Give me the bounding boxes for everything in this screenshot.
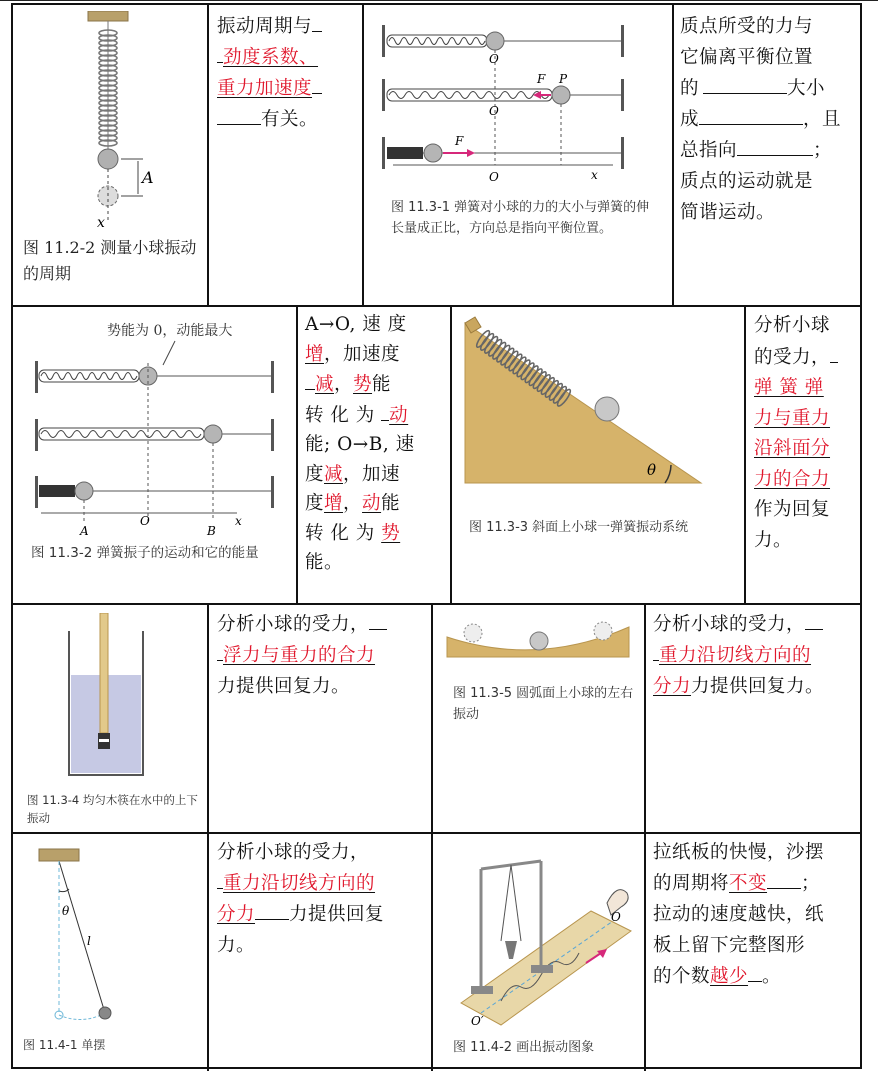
arc-surface-figure [443, 617, 633, 677]
fig-11-3-1-caption: 图 11.3-1 弹簧对小球的力的大小与弹簧的伸长量成正比，方向总是指向平衡位置。 [391, 200, 650, 236]
col-divider [362, 5, 364, 305]
buoyancy-force-text: 分析小球的受力， 浮力与重力的合力 力提供回复力。 [217, 609, 429, 702]
label-F: F [455, 134, 464, 148]
content-table [11, 3, 862, 1069]
fig-11-3-2-caption: 图 11.3-2 弹簧振子的运动和它的能量 [31, 545, 259, 561]
label-O: O [489, 52, 499, 66]
label-A: A [142, 168, 154, 187]
incline-spring-figure [461, 315, 711, 495]
row-divider-2 [13, 603, 860, 605]
label-l: l [87, 934, 91, 948]
col-divider [207, 832, 209, 1071]
spring-energy-figure [27, 313, 295, 543]
label-x: x [235, 514, 242, 528]
col-divider [431, 603, 433, 832]
col-divider [450, 305, 452, 603]
incline-force-text: 分析小球 的受力， 弹 簧 弹 力与重力 沿斜面分 力的合力 作为回复 力。 [754, 311, 864, 556]
label-B: B [207, 524, 216, 538]
energy-conversion-text: A→O, 速 度 增，加速度 减，势能 转 化 为 动 能; O→B, 速 度减，加速 度增，动能 转 化 为 势 能。 [305, 314, 415, 573]
label-A: A [80, 524, 89, 538]
label-O-prime: O′ [471, 1014, 484, 1027]
arc-force-text: 分析小球的受力， 重力沿切线方向的 分力力提供回复力。 [653, 609, 863, 702]
shm-definition-text: 质点所受的力与 它偏离平衡位置 的 大小 成 ，且 总指向 ； 质点的运动就是 简谐运动。 [680, 16, 842, 223]
simple-pendulum-figure [27, 845, 197, 1025]
label-theta: θ [647, 461, 657, 479]
col-divider [644, 832, 646, 1071]
period-factors-text: 振动周期与 劲度系数、 重力加速度 有关。 [217, 11, 359, 135]
vertical-spring-figure [53, 11, 183, 236]
label-O: O [489, 104, 499, 118]
label-theta: θ [62, 904, 70, 918]
sand-pendulum-figure [441, 841, 641, 1027]
page-top-rule [0, 0, 878, 1]
fig-11-3-4-caption: 图 11.3-4 均匀木筷在水中的上下振动 [27, 793, 198, 825]
col-divider [744, 305, 746, 603]
fig-11-2-2-caption: 图 11.2-2 测量小球振动的周期 [23, 238, 197, 283]
energy-note: 势能为 0，动能最大 [107, 323, 233, 339]
label-F: F [537, 72, 546, 86]
row-divider-1 [13, 305, 860, 307]
fig-11-4-2-caption: 图 11.4-2 画出振动图象 [453, 1040, 595, 1055]
pendulum-force-text: 分析小球的受力， 重力沿切线方向的 分力 力提供回复 力。 [217, 842, 385, 956]
label-x: x [591, 168, 598, 182]
col-divider [644, 603, 646, 832]
label-O: O [611, 910, 621, 924]
col-divider [296, 305, 298, 603]
label-O: O [140, 514, 150, 528]
fig-11-4-1-caption: 图 11.4-1 单摆 [23, 1038, 106, 1052]
horizontal-spring-figure [373, 15, 663, 195]
floating-chopstick-figure [53, 613, 173, 783]
fig-11-3-3-caption: 图 11.3-3 斜面上小球一弹簧振动系统 [469, 520, 689, 535]
col-divider [207, 5, 209, 305]
fig-11-3-5-caption: 图 11.3-5 圆弧面上小球的左右振动 [453, 686, 634, 722]
label-P: P [559, 72, 568, 86]
sand-pendulum-text: 拉纸板的快慢，沙摆 的周期将不变 ； 拉动的速度越快，纸 板上留下完整图形 的个数越少 。 [653, 842, 825, 987]
col-divider [431, 832, 433, 1071]
row-divider-3 [13, 832, 860, 834]
label-O: O [489, 170, 499, 184]
label-x: x [97, 215, 105, 231]
col-divider [207, 603, 209, 832]
col-divider [672, 5, 674, 305]
